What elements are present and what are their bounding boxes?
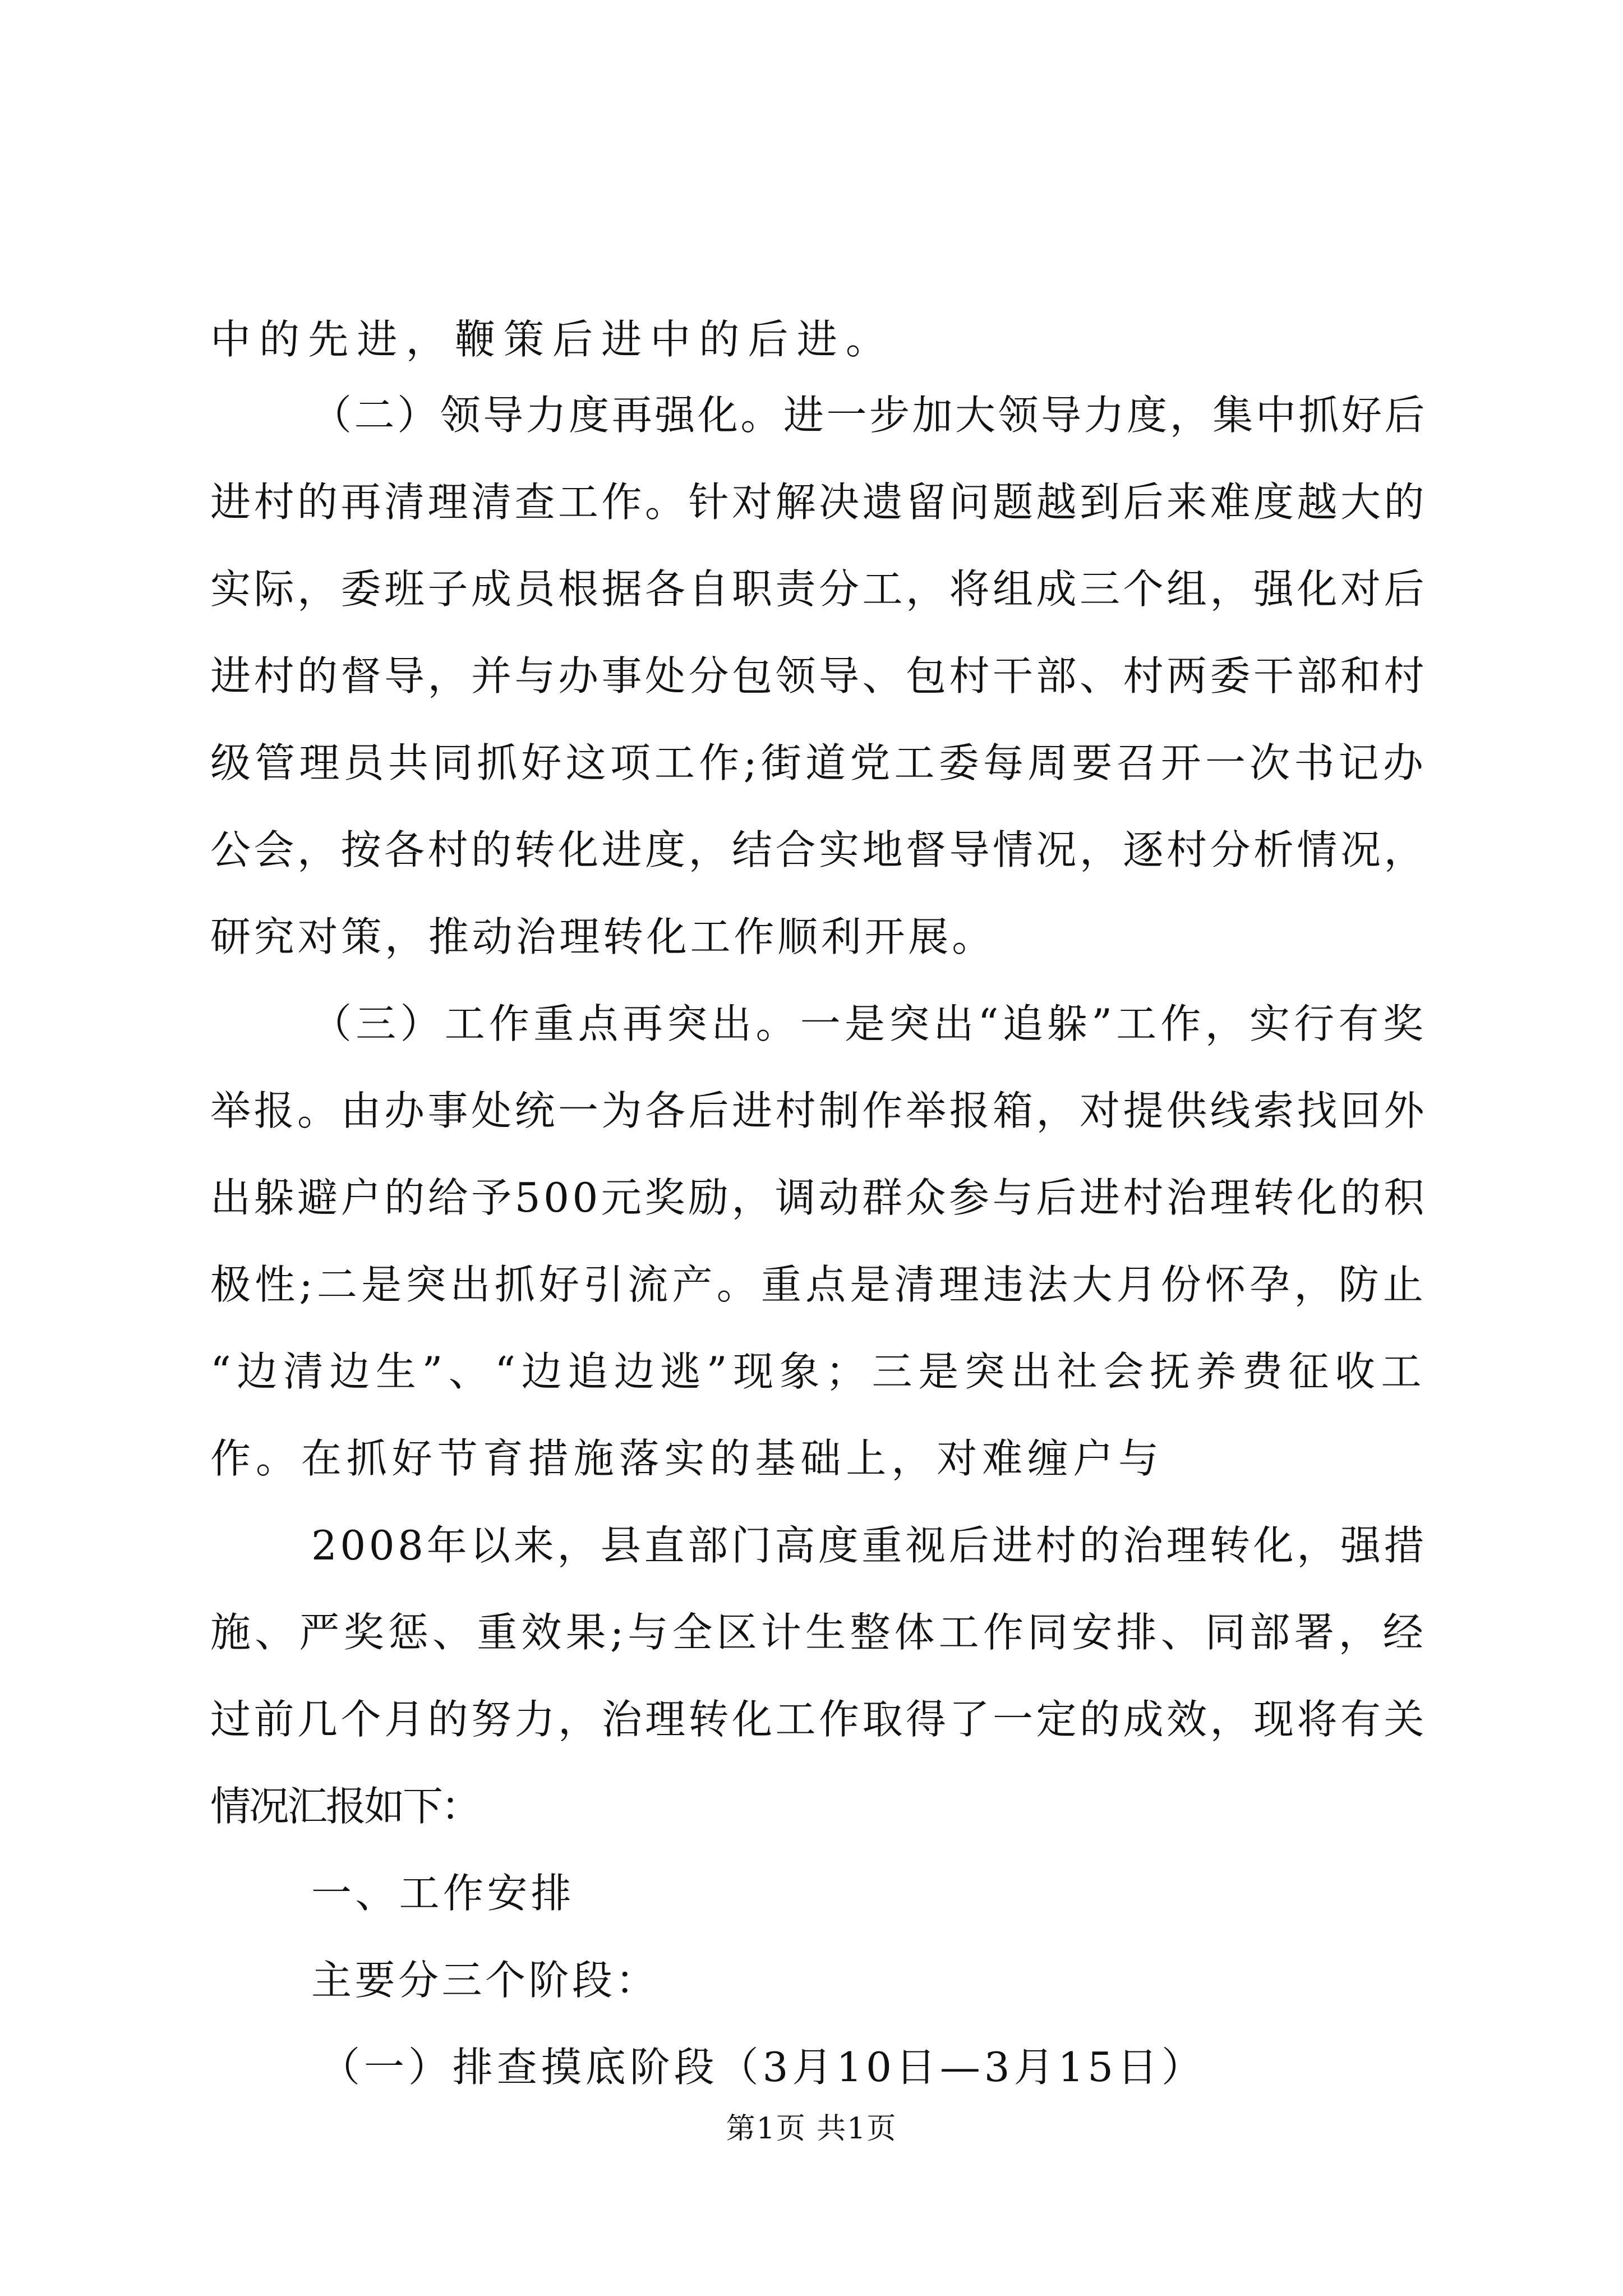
paragraph-2-line-1: （二）领导力度再强化。进一步加大领导力度，集中抓好后 bbox=[311, 392, 1427, 439]
paragraph-3-line-3: 出躲避户的给予500元奖励，调动群众参与后进村治理转化的积 bbox=[210, 1174, 1427, 1221]
paragraph-2-line-6: 公会，按各村的转化进度，结合实地督导情况，逐村分析情况， bbox=[210, 826, 1427, 873]
paragraph-4-line-2: 施、严奖惩、重效果;与全区计生整体工作同安排、同部署，经 bbox=[210, 1609, 1427, 1656]
paragraph-4-line-1: 2008年以来，县直部门高度重视后进村的治理转化，强措 bbox=[311, 1522, 1427, 1569]
paragraph-2-line-7: 研究对策，推动治理转化工作顺利开展。 bbox=[210, 913, 995, 960]
page-footer: 第1页 共1页 bbox=[726, 2112, 897, 2146]
paragraph-5-line-1: 一、工作安排 bbox=[311, 1870, 575, 1917]
paragraph-4-line-4: 情况汇报如下： bbox=[210, 1783, 479, 1830]
paragraph-3-line-6: 作。在抓好节育措施落实的基础上，对难缠户与 bbox=[210, 1435, 1164, 1482]
paragraph-3-line-1: （三）工作重点再突出。一是突出“追躲”工作，实行有奖 bbox=[311, 1000, 1427, 1047]
paragraph-2-line-2: 进村的再清理清查工作。针对解决遗留问题越到后来难度越大的 bbox=[210, 478, 1427, 526]
paragraph-2-line-5: 级管理员共同抓好这项工作;街道党工委每周要召开一次书记办 bbox=[210, 739, 1427, 786]
paragraph-4-line-3: 过前几个月的努力，治理转化工作取得了一定的成效，现将有关 bbox=[210, 1696, 1427, 1743]
paragraph-6-line-1: 主要分三个阶段： bbox=[311, 1957, 659, 2004]
paragraph-3-line-5: “边清边生”、“边追边逃”现象；三是突出社会抚养费征收工 bbox=[210, 1348, 1427, 1395]
paragraph-3-line-4: 极性;二是突出抓好引流产。重点是清理违法大月份怀孕，防止 bbox=[210, 1261, 1427, 1308]
paragraph-2-line-3: 实际，委班子成员根据各自职责分工，将组成三个组，强化对后 bbox=[210, 565, 1427, 613]
paragraph-2-line-4: 进村的督导，并与办事处分包领导、包村干部、村两委干部和村 bbox=[210, 652, 1427, 700]
paragraph-3-line-2: 举报。由办事处统一为各后进村制作举报箱，对提供线索找回外 bbox=[210, 1087, 1427, 1134]
paragraph-7-line-1: （一）排查摸底阶段（3月10日—3月15日） bbox=[320, 2044, 1206, 2091]
paragraph-1-line-1: 中的先进，鞭策后进中的后进。 bbox=[210, 316, 895, 363]
